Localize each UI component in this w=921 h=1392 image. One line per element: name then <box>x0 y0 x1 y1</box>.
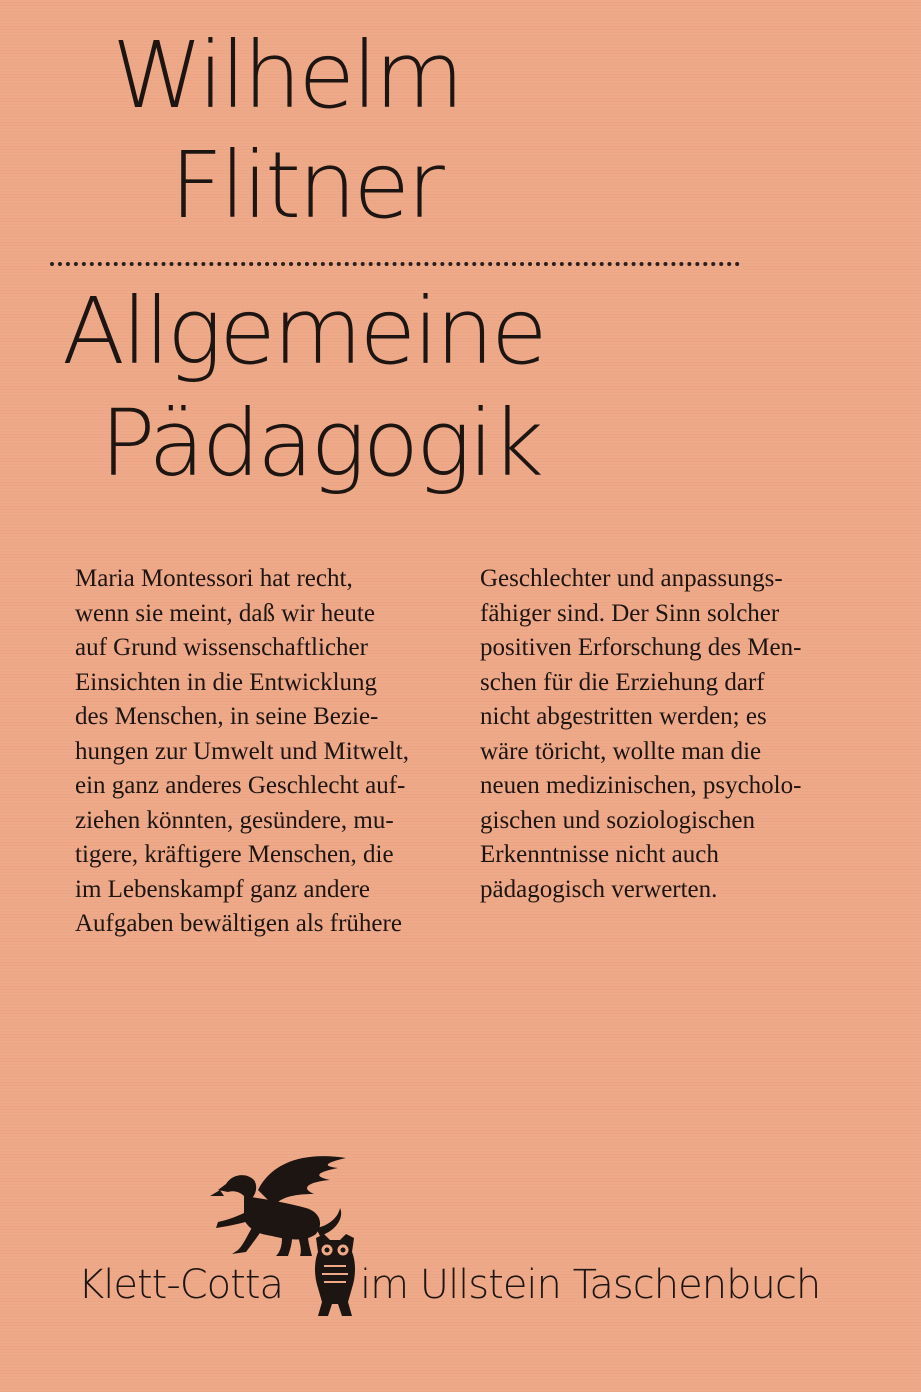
blurb-line: pädagogisch verwerten. <box>480 875 718 903</box>
book-title-line-1: Allgemeine <box>62 278 545 385</box>
blurb-line: Aufgaben bewältigen als frühere <box>75 910 402 937</box>
blurb-line: nicht abgestritten werden; es <box>480 703 767 730</box>
blurb-line: Einsichten in die Entwicklung <box>75 668 378 696</box>
blurb-line: ein ganz anderes Geschlecht auf- <box>75 772 406 799</box>
blurb-line: fähiger sind. Der Sinn solcher <box>480 599 780 627</box>
blurb-line: auf Grund wissenschaftlicher <box>75 634 368 661</box>
blurb-line: Erkenntnisse nicht auch <box>480 841 719 868</box>
owl-logo-icon <box>312 1232 358 1318</box>
blurb-line: ziehen könnten, gesündere, mu- <box>75 806 394 834</box>
blurb-line: positiven Erforschung des Men- <box>480 634 802 661</box>
author-first-name: Wilhelm <box>112 22 462 129</box>
blurb-column-left <box>75 562 475 942</box>
blurb-line: im Lebenskampf ganz andere <box>75 875 371 903</box>
blurb-line: gischen und soziologischen <box>480 806 755 834</box>
publisher-klett-cotta: Klett-Cotta <box>78 1262 284 1308</box>
blurb-line: wäre töricht, wollte man die <box>480 737 762 765</box>
dotted-divider <box>50 262 740 266</box>
author-last-name: Flitner <box>170 132 442 239</box>
blurb-line: neuen medizinischen, psycholo- <box>480 772 802 799</box>
blurb-line: tigere, kräftigere Menschen, die <box>75 841 394 868</box>
blurb-line: schen für die Erziehung darf <box>480 668 765 696</box>
blurb-line: wenn sie meint, daß wir heute <box>75 599 375 627</box>
blurb-line: Maria Montessori hat recht, <box>75 565 353 592</box>
publisher-ullstein-taschenbuch: im Ullstein Taschenbuch <box>360 1262 821 1308</box>
blurb-column-right <box>480 562 880 907</box>
blurb-line: des Menschen, in seine Bezie- <box>75 703 379 730</box>
blurb-line: Geschlechter und anpassungs- <box>480 565 783 592</box>
book-title-line-2: Pädagogik <box>100 390 542 497</box>
blurb-line: hungen zur Umwelt und Mitwelt, <box>75 737 409 765</box>
